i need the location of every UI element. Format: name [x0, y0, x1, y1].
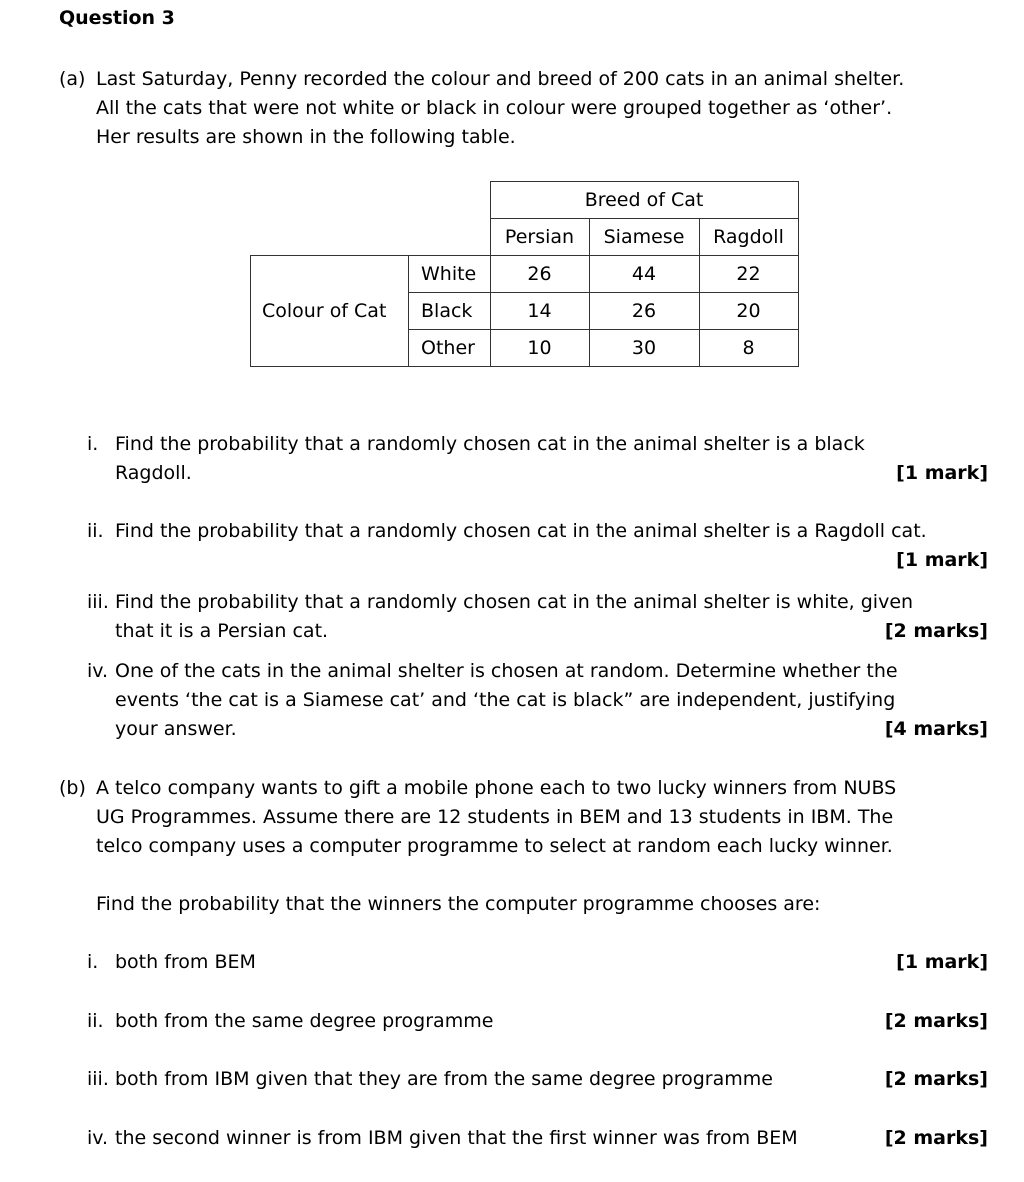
- part-a-line-1: (a) Last Saturday, Penny recorded the colour and breed of 200 cats in an animal shelter.: [59, 65, 991, 94]
- table-header-row-2: [251, 219, 799, 256]
- cell: 26: [490, 256, 589, 293]
- part-a-question-iii: iii. Find the probability that a randomly chosen cat in the animal shelter is white, given that it is a Persian cat. [2 marks]: [87, 588, 988, 646]
- table-header-row-1: [251, 182, 799, 219]
- part-a-line-3: Her results are shown in the following table.: [96, 126, 516, 148]
- marks: [1 mark]: [896, 951, 988, 973]
- row-label-other: Other: [409, 330, 491, 367]
- marks: [2 marks]: [884, 1127, 988, 1149]
- part-b-question-iii: iii. both from IBM given that they are from the same degree programme [2 marks]: [87, 1065, 988, 1094]
- table-row-white: [251, 256, 799, 293]
- row-label-white: White: [409, 256, 491, 293]
- part-b-line-2: UG Programmes. Assume there are 12 students in BEM and 13 students in IBM. The: [96, 806, 894, 828]
- colour-header: Colour of Cat: [251, 256, 409, 367]
- cell: 44: [589, 256, 699, 293]
- cell: 8: [699, 330, 798, 367]
- part-b-prompt: Find the probability that the winners the computer programme chooses are:: [96, 893, 821, 915]
- cell: 20: [699, 293, 798, 330]
- cell: 14: [490, 293, 589, 330]
- row-label-black: Black: [409, 293, 491, 330]
- marks: [2 marks]: [884, 620, 988, 642]
- col-header-persian: Persian: [490, 219, 589, 256]
- part-a-question-iv: iv. One of the cats in the animal shelter is chosen at random. Determine whether the events ‘the cat is a Siamese cat’ and ‘the cat is black” are independent, justifying your answer. [4 marks]: [87, 657, 988, 744]
- marks: [1 mark]: [896, 462, 988, 484]
- part-a-intro: [59, 65, 991, 152]
- part-b-question-ii: ii. both from the same degree programme [2 marks]: [87, 1007, 988, 1036]
- part-b-label: (b): [59, 777, 86, 799]
- marks: [4 marks]: [884, 718, 988, 740]
- marks: [2 marks]: [884, 1010, 988, 1032]
- part-a-question-i: i. Find the probability that a randomly chosen cat in the animal shelter is a black Ragdoll. [1 mark]: [87, 430, 988, 488]
- part-b-intro: [59, 774, 991, 861]
- cat-table: [250, 181, 799, 367]
- cell: 26: [589, 293, 699, 330]
- marks: [2 marks]: [884, 1068, 988, 1090]
- part-b-question-i: i. both from BEM [1 mark]: [87, 948, 988, 977]
- part-a-question-ii: ii. Find the probability that a randomly chosen cat in the animal shelter is a Ragdoll cat. [1 mark]: [87, 517, 988, 575]
- part-a-label: (a): [59, 68, 86, 90]
- part-a-line-2: All the cats that were not white or black in colour were grouped together as ‘other’.: [96, 97, 893, 119]
- part-b-line-1: (b) A telco company wants to gift a mobile phone each to two lucky winners from NUBS: [59, 774, 991, 803]
- cell: 22: [699, 256, 798, 293]
- question-title: Question 3: [59, 7, 175, 29]
- cell: 10: [490, 330, 589, 367]
- part-b-question-iv: iv. the second winner is from IBM given that the first winner was from BEM [2 marks]: [87, 1124, 988, 1153]
- cell: 30: [589, 330, 699, 367]
- marks: [1 mark]: [896, 549, 988, 571]
- part-b-line-3: telco company uses a computer programme to select at random each lucky winner.: [96, 835, 893, 857]
- breed-header: Breed of Cat: [490, 182, 798, 219]
- col-header-siamese: Siamese: [589, 219, 699, 256]
- col-header-ragdoll: Ragdoll: [699, 219, 798, 256]
